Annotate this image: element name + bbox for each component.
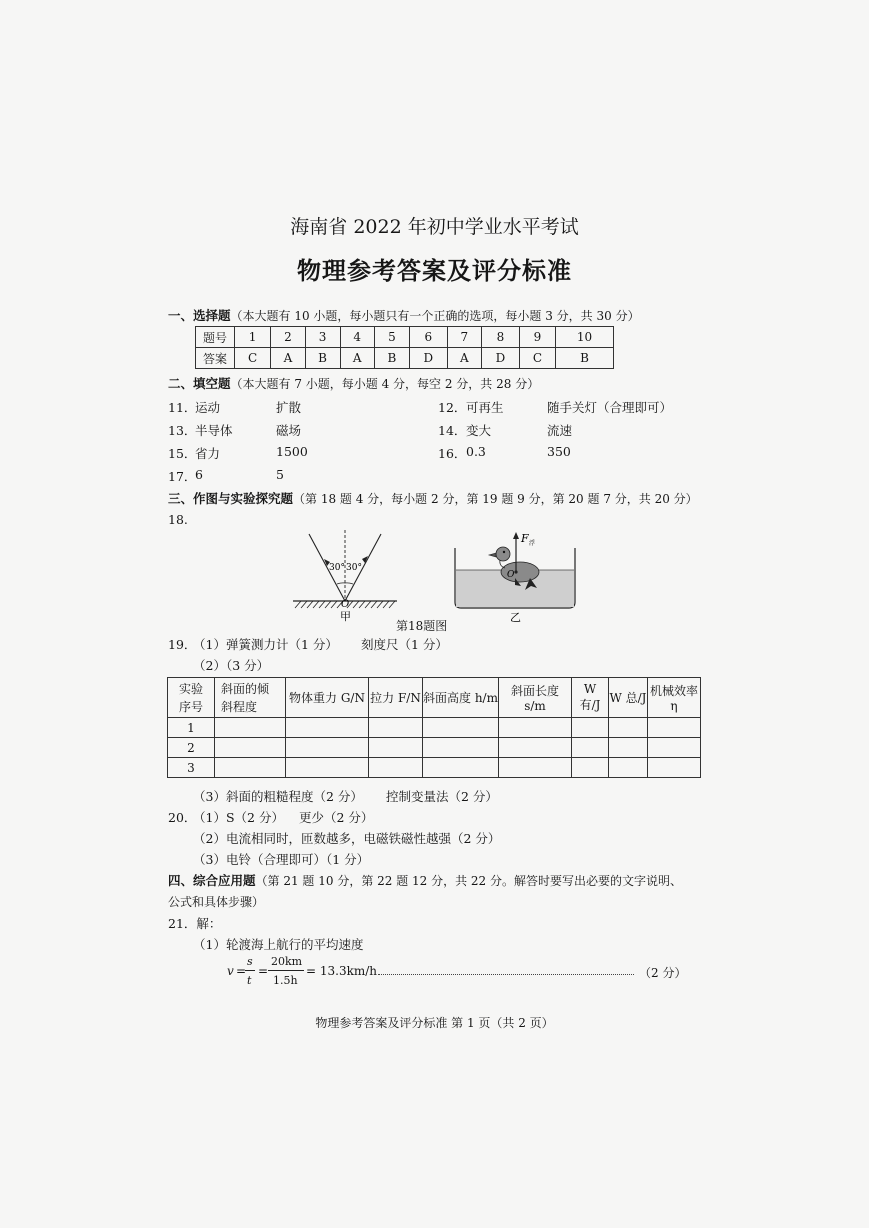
section4-heading-line xyxy=(168,871,682,889)
q20-answer-1a: （1）S（2 分） xyxy=(193,810,284,825)
q-answer: B xyxy=(305,348,340,369)
section4-note-continued: 公式和具体步骤） xyxy=(168,895,265,909)
q-answer: C xyxy=(235,348,271,369)
experiment-table xyxy=(167,677,701,778)
section3-note: （第 18 题 4 分，每小题 2 分，第 19 题 9 分，第 20 题 7 分，共 20 分） xyxy=(293,492,698,506)
figure-yi xyxy=(455,532,575,624)
formula-equals: = xyxy=(236,964,247,978)
q-answer: A xyxy=(271,348,305,369)
header-weight: 物体重力 G/N xyxy=(286,678,369,718)
fill-answer: 0.3 xyxy=(466,444,486,459)
q-answer: B xyxy=(556,348,614,369)
fill-answer: 流速 xyxy=(547,423,573,438)
q-number: 2 xyxy=(271,327,305,348)
q19-answer-3a: （3）斜面的粗糙程度（2 分） xyxy=(193,789,363,804)
fraction-bar-2 xyxy=(268,970,304,971)
answer-table xyxy=(195,326,614,369)
figure-18-caption: 第18题图 xyxy=(396,619,448,633)
point-o-left: O xyxy=(341,599,350,610)
force-subscript: 浮 xyxy=(529,540,536,547)
header-w-useful: W 有/J xyxy=(572,678,609,718)
fill-answer: 1500 xyxy=(276,444,308,459)
header-w-total: W 总/J xyxy=(609,678,648,718)
formula-denominator: 1.5h xyxy=(273,974,298,987)
q21-part1: （1）轮渡海上航行的平均速度 xyxy=(193,937,364,952)
angle-label-left: 30° xyxy=(329,563,345,573)
row-label-number: 题号 xyxy=(196,327,235,348)
header-trial: 实验 序号 xyxy=(168,678,215,718)
section3-heading-line xyxy=(168,489,698,507)
q-number: 5 xyxy=(374,327,409,348)
document-title: 海南省 2022 年初中学业水平考试 xyxy=(290,216,579,238)
answer-table-row-numbers xyxy=(196,327,614,348)
section4-note: （第 21 题 10 分，第 22 题 12 分，共 22 分。解答时要写出必要的文字说明、 xyxy=(255,874,683,888)
fill-answer: 变大 xyxy=(466,423,492,438)
q-number: 1 xyxy=(235,327,271,348)
q19-answer-2: （2）（3 分） xyxy=(193,658,270,673)
q-number: 4 xyxy=(340,327,374,348)
page-footer: 物理参考答案及评分标准 第 1 页（共 2 页） xyxy=(315,1016,554,1030)
formula-s: s xyxy=(247,955,253,968)
table-row xyxy=(168,718,701,738)
table-row xyxy=(168,738,701,758)
q-number: 3 xyxy=(305,327,340,348)
force-label: F xyxy=(521,532,529,545)
figure-jia xyxy=(293,530,397,623)
section1-note: （本大题有 10 小题，每小题只有一个正确的选项，每小题 3 分，共 30 分） xyxy=(230,309,640,323)
q-number: 8 xyxy=(482,327,520,348)
q21-label: 21．解： xyxy=(168,916,222,931)
q20-number: 20． xyxy=(168,810,197,825)
fill-item: 15． xyxy=(168,446,197,461)
section3-heading: 三、作图与实验探究题 xyxy=(168,491,294,506)
fill-item: 11． xyxy=(168,400,197,415)
fill-answer: 运动 xyxy=(195,400,221,415)
fill-item: 13． xyxy=(168,423,197,438)
formula-score: （2 分） xyxy=(639,966,687,980)
dotted-leader xyxy=(378,974,634,975)
q-answer: D xyxy=(409,348,447,369)
fill-item: 17． xyxy=(168,469,197,484)
q20-answer-3: （3）电铃（合理即可）（1 分） xyxy=(193,852,370,867)
answer-table-row-answers xyxy=(196,348,614,369)
header-height: 斜面高度 h/m xyxy=(423,678,499,718)
header-pull: 拉力 F/N xyxy=(369,678,423,718)
label-jia: 甲 xyxy=(340,610,351,623)
section2-heading: 二、填空题 xyxy=(168,376,231,391)
q19-number: 19． xyxy=(168,637,197,652)
q-number: 7 xyxy=(447,327,481,348)
formula-v: v xyxy=(227,964,234,978)
section4-heading: 四、综合应用题 xyxy=(168,873,256,888)
q-number: 9 xyxy=(519,327,555,348)
fill-answer: 可再生 xyxy=(466,400,504,415)
q-answer: C xyxy=(519,348,555,369)
angle-label-right: 30° xyxy=(346,563,362,573)
experiment-table-header xyxy=(168,678,701,718)
trial-number: 2 xyxy=(168,738,215,758)
q19-answer-3b: 控制变量法（2 分） xyxy=(386,789,498,804)
label-yi: 乙 xyxy=(510,611,521,624)
fill-item: 16． xyxy=(438,446,467,461)
q-answer: B xyxy=(374,348,409,369)
formula-equals-2: = xyxy=(258,964,269,978)
formula-t: t xyxy=(247,974,252,987)
angle-arc-left xyxy=(337,583,345,584)
q19-answer-1a: （1）弹簧测力计（1 分） xyxy=(193,637,338,652)
row-label-answer: 答案 xyxy=(196,348,235,369)
q18-number: 18. xyxy=(168,512,188,527)
fill-answer: 随手关灯（合理即可） xyxy=(547,400,673,415)
header-efficiency: 机械效率 η xyxy=(648,678,701,718)
fill-answer: 扩散 xyxy=(276,400,302,415)
q-answer: A xyxy=(340,348,374,369)
fill-answer: 6 xyxy=(195,467,203,482)
fill-item: 12． xyxy=(438,400,467,415)
angle-arc-right xyxy=(345,583,353,584)
trial-number: 1 xyxy=(168,718,215,738)
q-number: 10 xyxy=(556,327,614,348)
q20-answer-2: （2）电流相同时，匝数越多，电磁铁磁性越强（2 分） xyxy=(193,831,501,846)
formula-result: = 13.3km/h xyxy=(306,964,378,978)
section1-heading-line xyxy=(168,306,640,324)
formula-numerator: 20km xyxy=(271,955,303,968)
fill-answer: 半导体 xyxy=(195,423,233,438)
fill-answer: 省力 xyxy=(195,446,221,461)
fill-item: 14． xyxy=(438,423,467,438)
table-row xyxy=(168,758,701,778)
q-answer: D xyxy=(482,348,520,369)
header-length: 斜面长度 s/m xyxy=(499,678,572,718)
section1-heading: 一、选择题 xyxy=(168,308,231,323)
fill-answer: 5 xyxy=(276,467,284,482)
point-o-right: O xyxy=(507,570,515,580)
header-slope: 斜面的倾 斜程度 xyxy=(215,678,286,718)
force-origin-dot xyxy=(514,570,517,573)
q-number: 6 xyxy=(409,327,447,348)
document-subtitle: 物理参考答案及评分标准 xyxy=(297,257,572,285)
q19-answer-1b: 刻度尺（1 分） xyxy=(361,637,448,652)
q-answer: A xyxy=(447,348,481,369)
section2-heading-line xyxy=(168,374,539,392)
fraction-bar-1 xyxy=(245,970,255,971)
section2-note: （本大题有 7 小题，每小题 4 分，每空 2 分，共 28 分） xyxy=(230,377,540,391)
fill-answer: 磁场 xyxy=(276,423,302,438)
q20-answer-1b: 更少（2 分） xyxy=(299,810,374,825)
buoyancy-arrow-icon xyxy=(513,532,519,539)
trial-number: 3 xyxy=(168,758,215,778)
fill-answer: 350 xyxy=(547,444,571,459)
